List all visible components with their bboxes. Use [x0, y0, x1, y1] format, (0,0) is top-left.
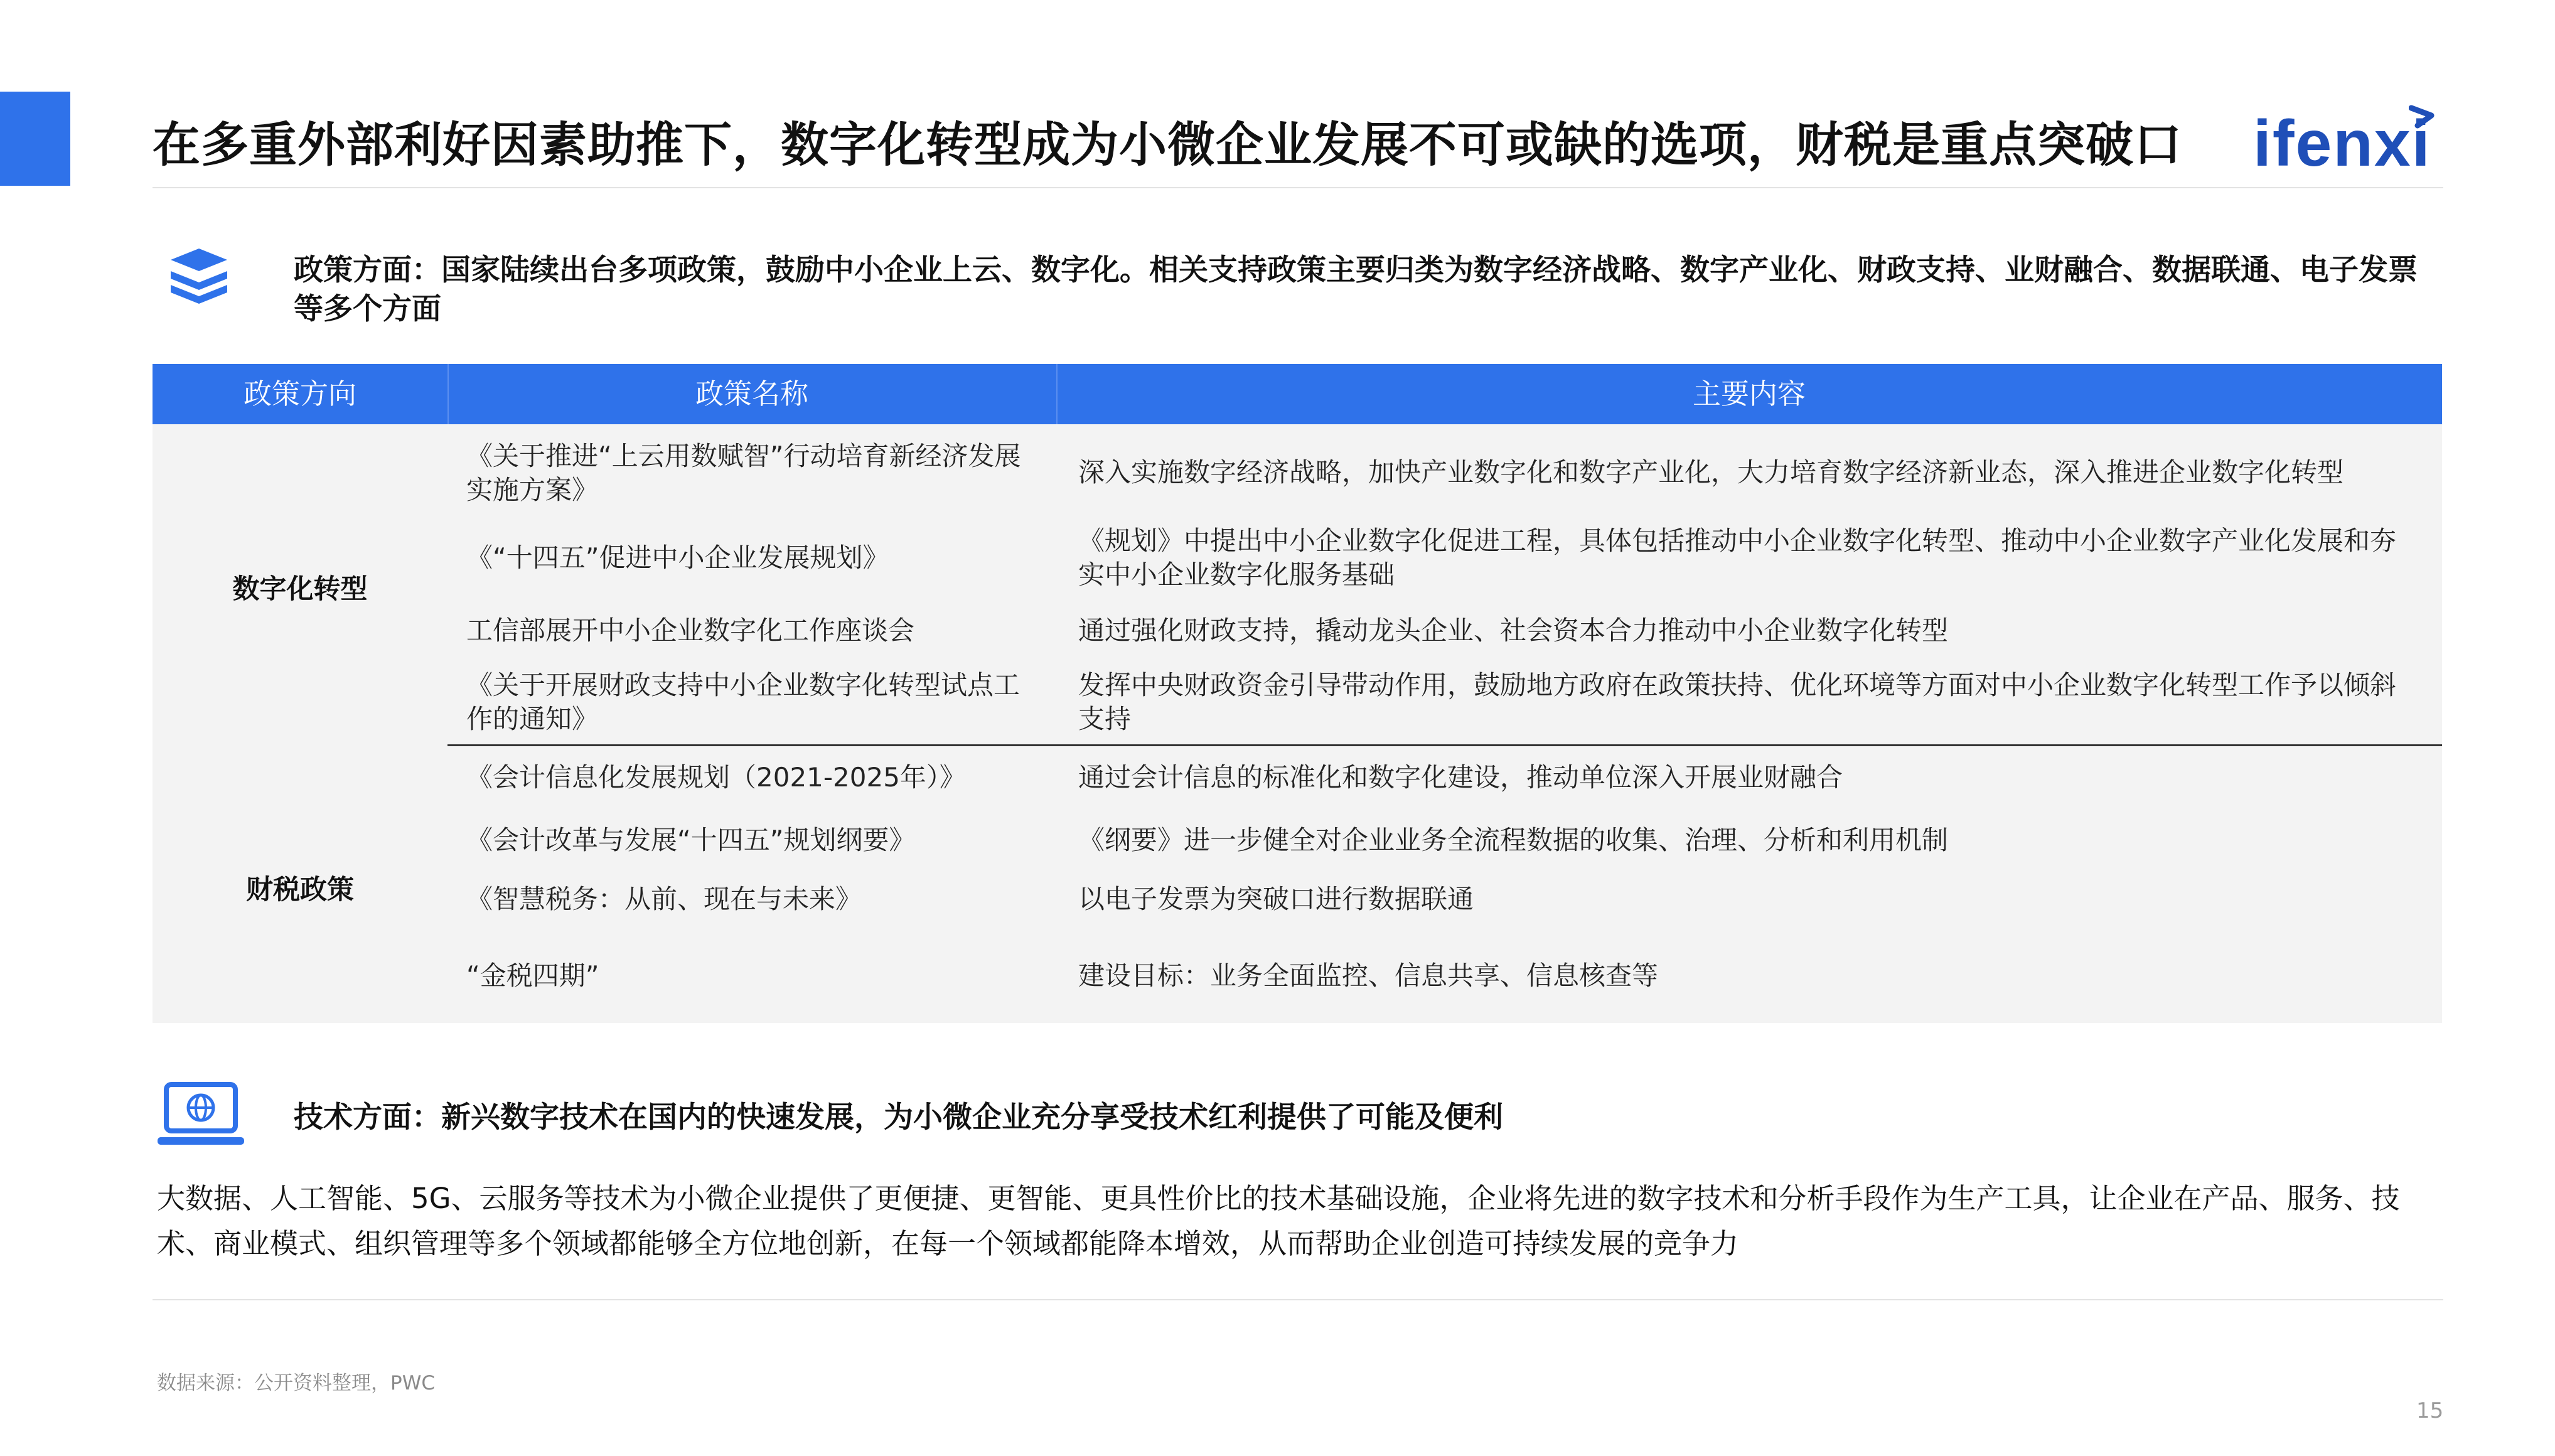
policy-content-cell: 《规划》中提出中小企业数字化促进工程，具体包括推动中小企业数字化转型、推动中小企业数字产业化发展和夯实中小企业数字化服务基础: [1078, 525, 2397, 590]
ifenxi-logo: [2253, 94, 2441, 180]
policy-name-cell: 《会计信息化发展规划（2021-2025年）》: [466, 762, 966, 793]
page-title: 在多重外部利好因素助推下，数字化转型成为小微企业发展不可或缺的选项，财税是重点突破口: [153, 117, 2182, 173]
policy-heading: 政策方面：国家陆续出台多项政策，鼓励中小企业上云、数字化。相关支持政策主要归类为数字经济战略、数字产业化、财政支持、业财融合、数据联通、电子发票等多个方面: [294, 253, 2418, 326]
title-accent-bar: [0, 92, 70, 186]
page-number: 15: [2416, 1398, 2444, 1423]
policy-content-cell: 以电子发票为突破口进行数据联通: [1078, 884, 1474, 914]
policy-name-cell: 工信部展开中小企业数字化工作座谈会: [466, 615, 915, 646]
policy-content-cell: 发挥中央财政资金引导带动作用，鼓励地方政府在政策扶持、优化环境等方面对中小企业数字化转型工作予以倾斜支持: [1078, 670, 2397, 734]
data-source-note: 数据来源：公开资料整理，PWC: [157, 1372, 435, 1394]
books-icon: [164, 244, 233, 313]
tech-body-text: 大数据、人工智能、5G、云服务等技术为小微企业提供了更便捷、更智能、更具性价比的技术基础设施，企业将先进的数字技术和分析手段作为生产工具，让企业在产品、服务、技术、商业模式、组织管理等多个领域都能够全方位地创新，在每一个领域都能降本增效，从而帮助企业创造可持续发展的竞争力: [157, 1182, 2400, 1260]
policy-name-cell: 《智慧税务：从前、现在与未来》: [466, 884, 862, 914]
tech-heading: 技术方面：新兴数字技术在国内的快速发展，为小微企业充分享受技术红利提供了可能及便利: [294, 1100, 1503, 1135]
policy-content-cell: 《纲要》进一步健全对企业业务全流程数据的收集、治理、分析和利用机制: [1078, 825, 1949, 855]
policy-name-cell: 《关于推进“上云用数赋智”行动培育新经济发展实施方案》: [466, 441, 1021, 505]
header-policy-name: 政策名称: [695, 377, 808, 410]
policy-table: [153, 364, 2442, 1023]
laptop-globe-icon: [155, 1081, 247, 1150]
header-divider: [153, 187, 2443, 188]
policy-content-cell: 深入实施数字经济战略，加快产业数字化和数字产业化，大力培育数字经济新业态，深入推进企业数字化转型: [1078, 457, 2344, 488]
logo-text: ifenxi: [2253, 107, 2431, 180]
header-main-content: 主要内容: [1692, 377, 1806, 410]
footer-divider: [153, 1299, 2443, 1300]
policy-name-cell: “金税四期”: [466, 960, 599, 991]
policy-name-cell: 《关于开展财政支持中小企业数字化转型试点工作的通知》: [466, 670, 1020, 734]
logo-arrow-icon: [2409, 104, 2436, 129]
policy-content-cell: 通过会计信息的标准化和数字化建设，推动单位深入开展业财融合: [1078, 762, 1843, 793]
group-label-fiscal-tax-policy: 财税政策: [246, 874, 354, 906]
group-label-digital-transformation: 数字化转型: [232, 574, 368, 605]
table-header: [153, 364, 2442, 424]
policy-content-cell: 建设目标：业务全面监控、信息共享、信息核查等: [1078, 960, 1659, 991]
policy-content-cell: 通过强化财政支持，撬动龙头企业、社会资本合力推动中小企业数字化转型: [1078, 615, 1949, 646]
policy-name-cell: 《“十四五”促进中小企业发展规划》: [466, 542, 889, 573]
header-policy-direction: 政策方向: [243, 377, 356, 410]
group-divider: [447, 744, 2442, 746]
policy-name-cell: 《会计改革与发展“十四五”规划纲要》: [466, 825, 916, 855]
